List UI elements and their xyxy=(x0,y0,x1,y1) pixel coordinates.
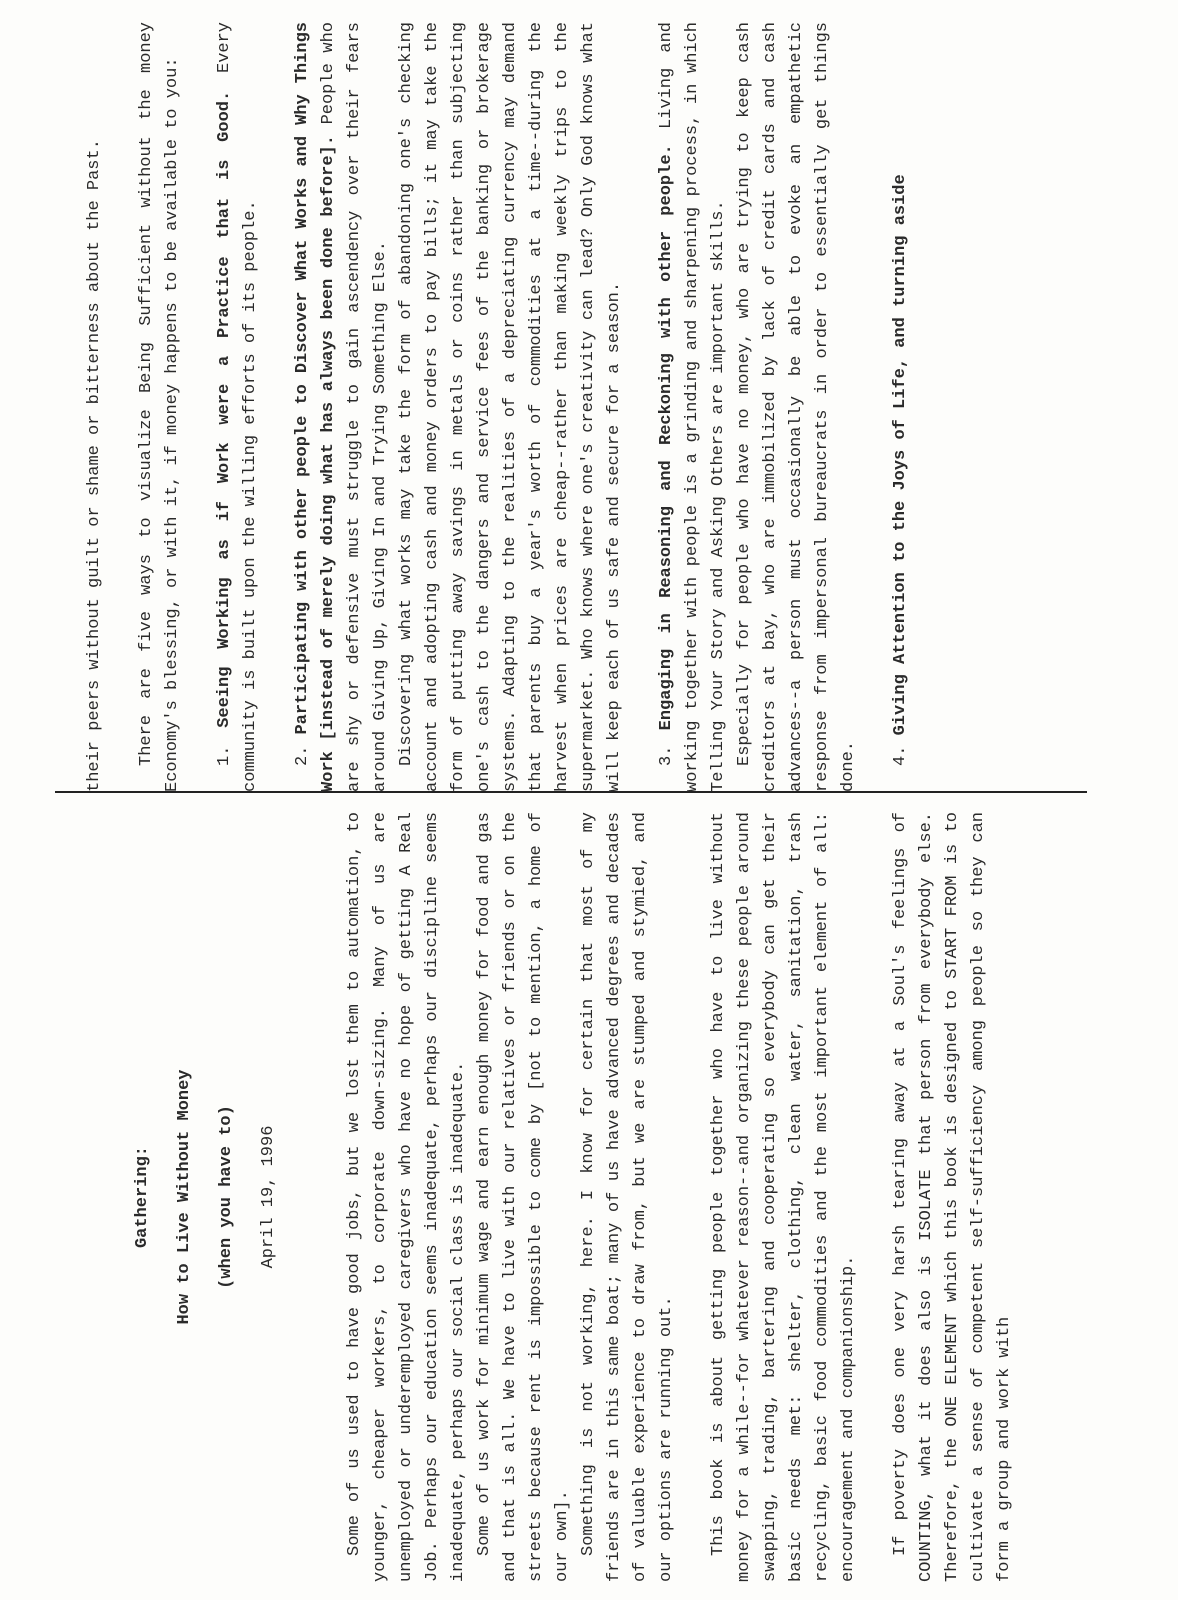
page-title: Gathering: xyxy=(133,1145,152,1249)
paragraph: Something is not working, here. I know for certain that most of my friends are in this same boat; many of us have advanced degrees and decades of valuable experience to draw from, but we are stumped and stymied, and our options are running out. xyxy=(579,812,676,1582)
paragraph: This book is about getting people together who have to live without money for a while--for whatever reason--and organizing these people around swapping, trading, bartering and cooperating so everybody can get their basic needs met: shelter, clothing, clean water, sanitation, trash recycling, basic food commodities and the most important element of all: encouragement and companionship. xyxy=(709,812,858,1582)
continued-line: their peers without guilt or shame or bitterness about the Past. xyxy=(85,139,104,792)
list-item-4 xyxy=(888,22,914,792)
item-number: 1. xyxy=(215,745,234,766)
page-subtitle-2: (when you have to) xyxy=(217,1105,236,1289)
list-item-2 xyxy=(290,22,394,792)
paragraph: Especially for people who have no money, who are trying to keep cash creditors at bay, who are immobilized by lack of credit cards and cash advances--a person must occasionally be able to evoke an empathetic response from impersonal bureaucrats in order to essentially get things done. xyxy=(735,22,858,792)
paragraph: Discovering what works may take the form of abandoning one's checking account and adopting cash and money orders to pay bills; it may take the form of putting away savings in metals or coins rather than subjecting one's cash to the dangers and service fees of the banking or brokerage systems. Adapting to the realities of a depreciating currency may demand that parents buy a year's worth of commodities at a time--during the harvest when prices are cheap--rather than making weekly trips to the supermarket. Who knows where one's creativity can lead? Only God knows what will keep each of us safe and secure for a season. xyxy=(397,22,624,792)
item-number: 2. xyxy=(293,745,312,766)
item-body: Living and working together with people is a grinding and sharpening process, in which Telling Your Story and Asking Others are important skills. xyxy=(657,22,728,792)
page-date: April 19, 1996 xyxy=(259,1125,278,1269)
intro-paragraph: There are five ways to visualize Being Sufficient without the money Economy's blessing, or with it, if money happens to be available to you: xyxy=(137,22,182,792)
item-heading: Participating with other people to Discover What Works and Why Things Work [instead of merely doing what has always been done before]. xyxy=(293,22,338,792)
left-page xyxy=(130,812,1090,1582)
item-number: 3. xyxy=(657,745,676,766)
item-number: 4. xyxy=(891,745,910,766)
item-body: Every community is built upon the willing efforts of its people. xyxy=(215,21,260,792)
list-item-3 xyxy=(654,22,732,792)
paragraph: If poverty does one very harsh tearing away at a Soul's feelings of COUNTING, what it does also is ISOLATE that person from everybody else. Therefore, the ONE ELEMENT which this book is designed to START FROM is to cultivate a sense of competent self-sufficiency among people so they can form a group and work with xyxy=(891,812,1014,1582)
list-item-1 xyxy=(212,22,264,792)
item-heading: Seeing Working as if Work were a Practice that is Good. xyxy=(215,90,234,728)
right-page xyxy=(82,22,1082,792)
title-block xyxy=(130,812,282,1582)
item-body: People who are shy or defensive must struggle to gain ascendency over their fears around Giving Up, Giving In and Trying Something Else. xyxy=(319,22,390,792)
paragraph: Some of us work for minimum wage and earn enough money for food and gas and that is all. We have to live with our relatives or friends or on the streets because rent is impossible to come by [not to mention, a home of our own]. xyxy=(475,812,572,1582)
paragraph: Some of us used to have good jobs, but we lost them to automation, to younger, cheaper workers, to corporate down-sizing. Many of us are unemployed or underemployed caregivers who have no hope of getting A Real Job. Perhaps our education seems inadequate, perhaps our discipline seems inadequate, perhaps our social class is inadequate. xyxy=(345,812,468,1582)
page-subtitle: How to Live Without Money xyxy=(175,1069,194,1325)
item-heading: Engaging in Reasoning and Reckoning with other people. xyxy=(657,144,676,731)
item-heading: Giving Attention to the Joys of Life, and turning aside xyxy=(891,174,910,736)
